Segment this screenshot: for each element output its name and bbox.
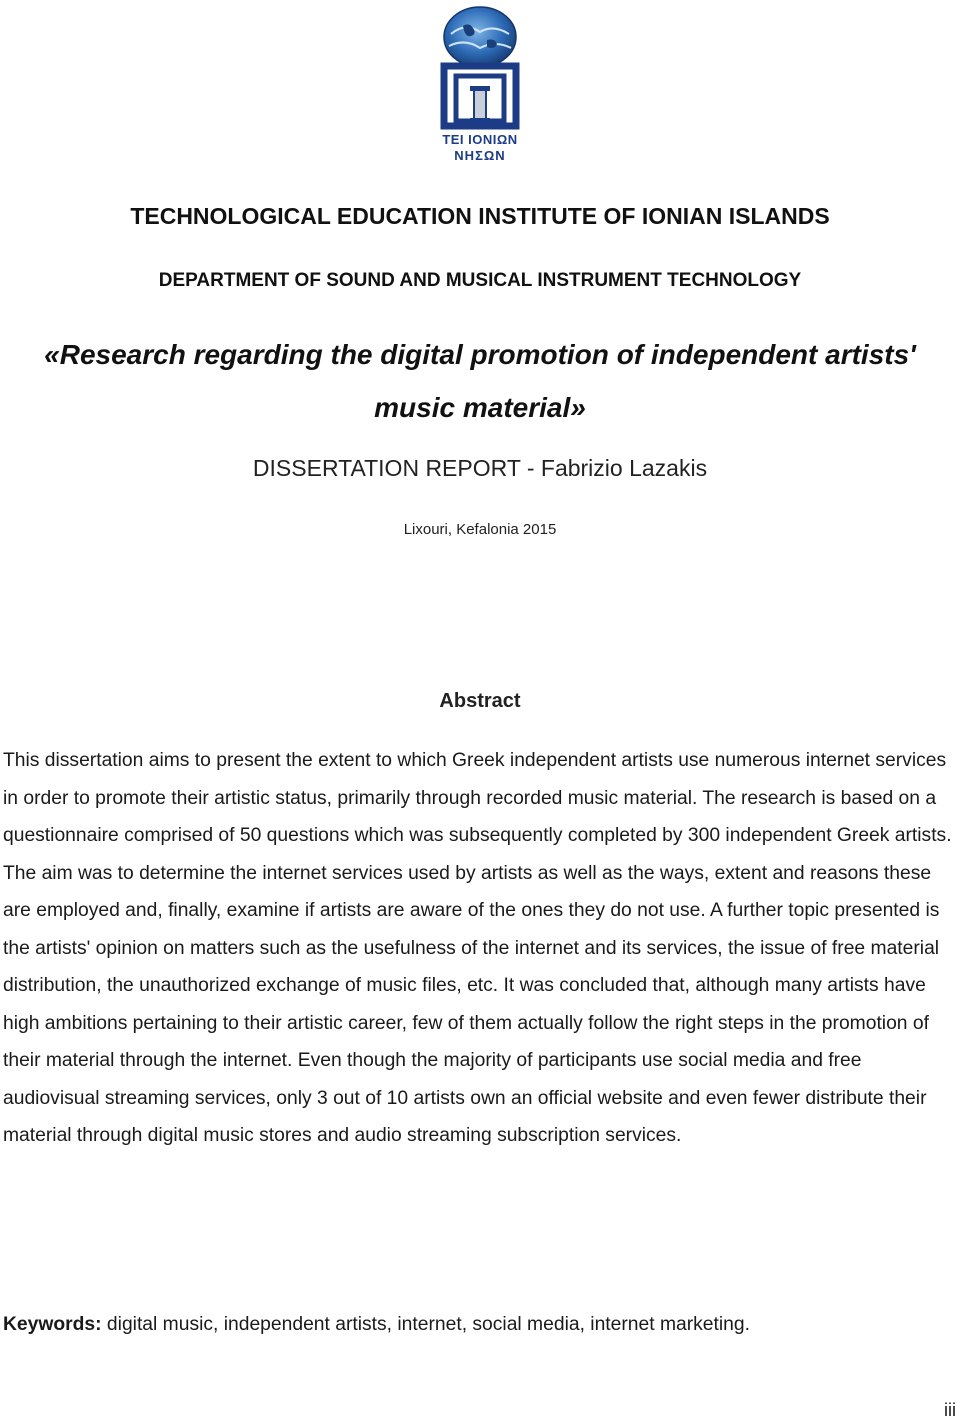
logo-text-line2: ΝΗΣΩΝ <box>454 148 506 163</box>
abstract-heading: Abstract <box>439 690 521 712</box>
abstract-body: This dissertation aims to present the extent to which Greek independent artists use numerous internet services in order to promote their artistic status, primarily through recorded music material. The research is based on a questionnaire comprised of 50 questions which was subsequently completed by 300 independent Greek artists. The aim was to determine the internet services used by artists as well as the ways, extent and reasons these are employed and, finally, examine if artists are aware of the ones they do not use. A further topic presented is the artists' opinion on matters such as the usefulness of the internet and its services, the issue of free material distribution, the unauthorized exchange of music files, etc. It was concluded that, although many artists have high ambitions pertaining to their artistic career, few of them actually follow the right steps in the promotion of their material through the internet. Even though the majority of participants use social media and free audiovisual streaming services, only 3 out of 10 artists own an official website and even fewer distribute their material through digital music stores and audio streaming subscription services. <box>3 750 952 1146</box>
report-author-line: DISSERTATION REPORT - Fabrizio Lazakis <box>252 455 708 481</box>
keywords-text: digital music, independent artists, internet, social media, internet marketing. <box>101 1314 750 1335</box>
title-line-1: «Research regarding the digital promotion of independent artists' <box>44 339 916 370</box>
page-number: iii <box>944 1400 956 1420</box>
place-date: Lixouri, Kefalonia 2015 <box>403 521 557 538</box>
keywords-line <box>3 1314 953 1336</box>
keywords-label: Keywords: <box>3 1314 102 1335</box>
institute-name: TECHNOLOGICAL EDUCATION INSTITUTE OF IONIAN ISLANDS <box>130 203 830 229</box>
department-name: DEPARTMENT OF SOUND AND MUSICAL INSTRUMENT TECHNOLOGY <box>158 270 802 291</box>
institution-logo <box>425 4 535 164</box>
title-line-2: music material» <box>374 392 586 423</box>
dissertation-title <box>0 328 960 434</box>
logo-text-line1: ΤΕΙ ΙΟΝΙΩΝ <box>442 132 518 147</box>
